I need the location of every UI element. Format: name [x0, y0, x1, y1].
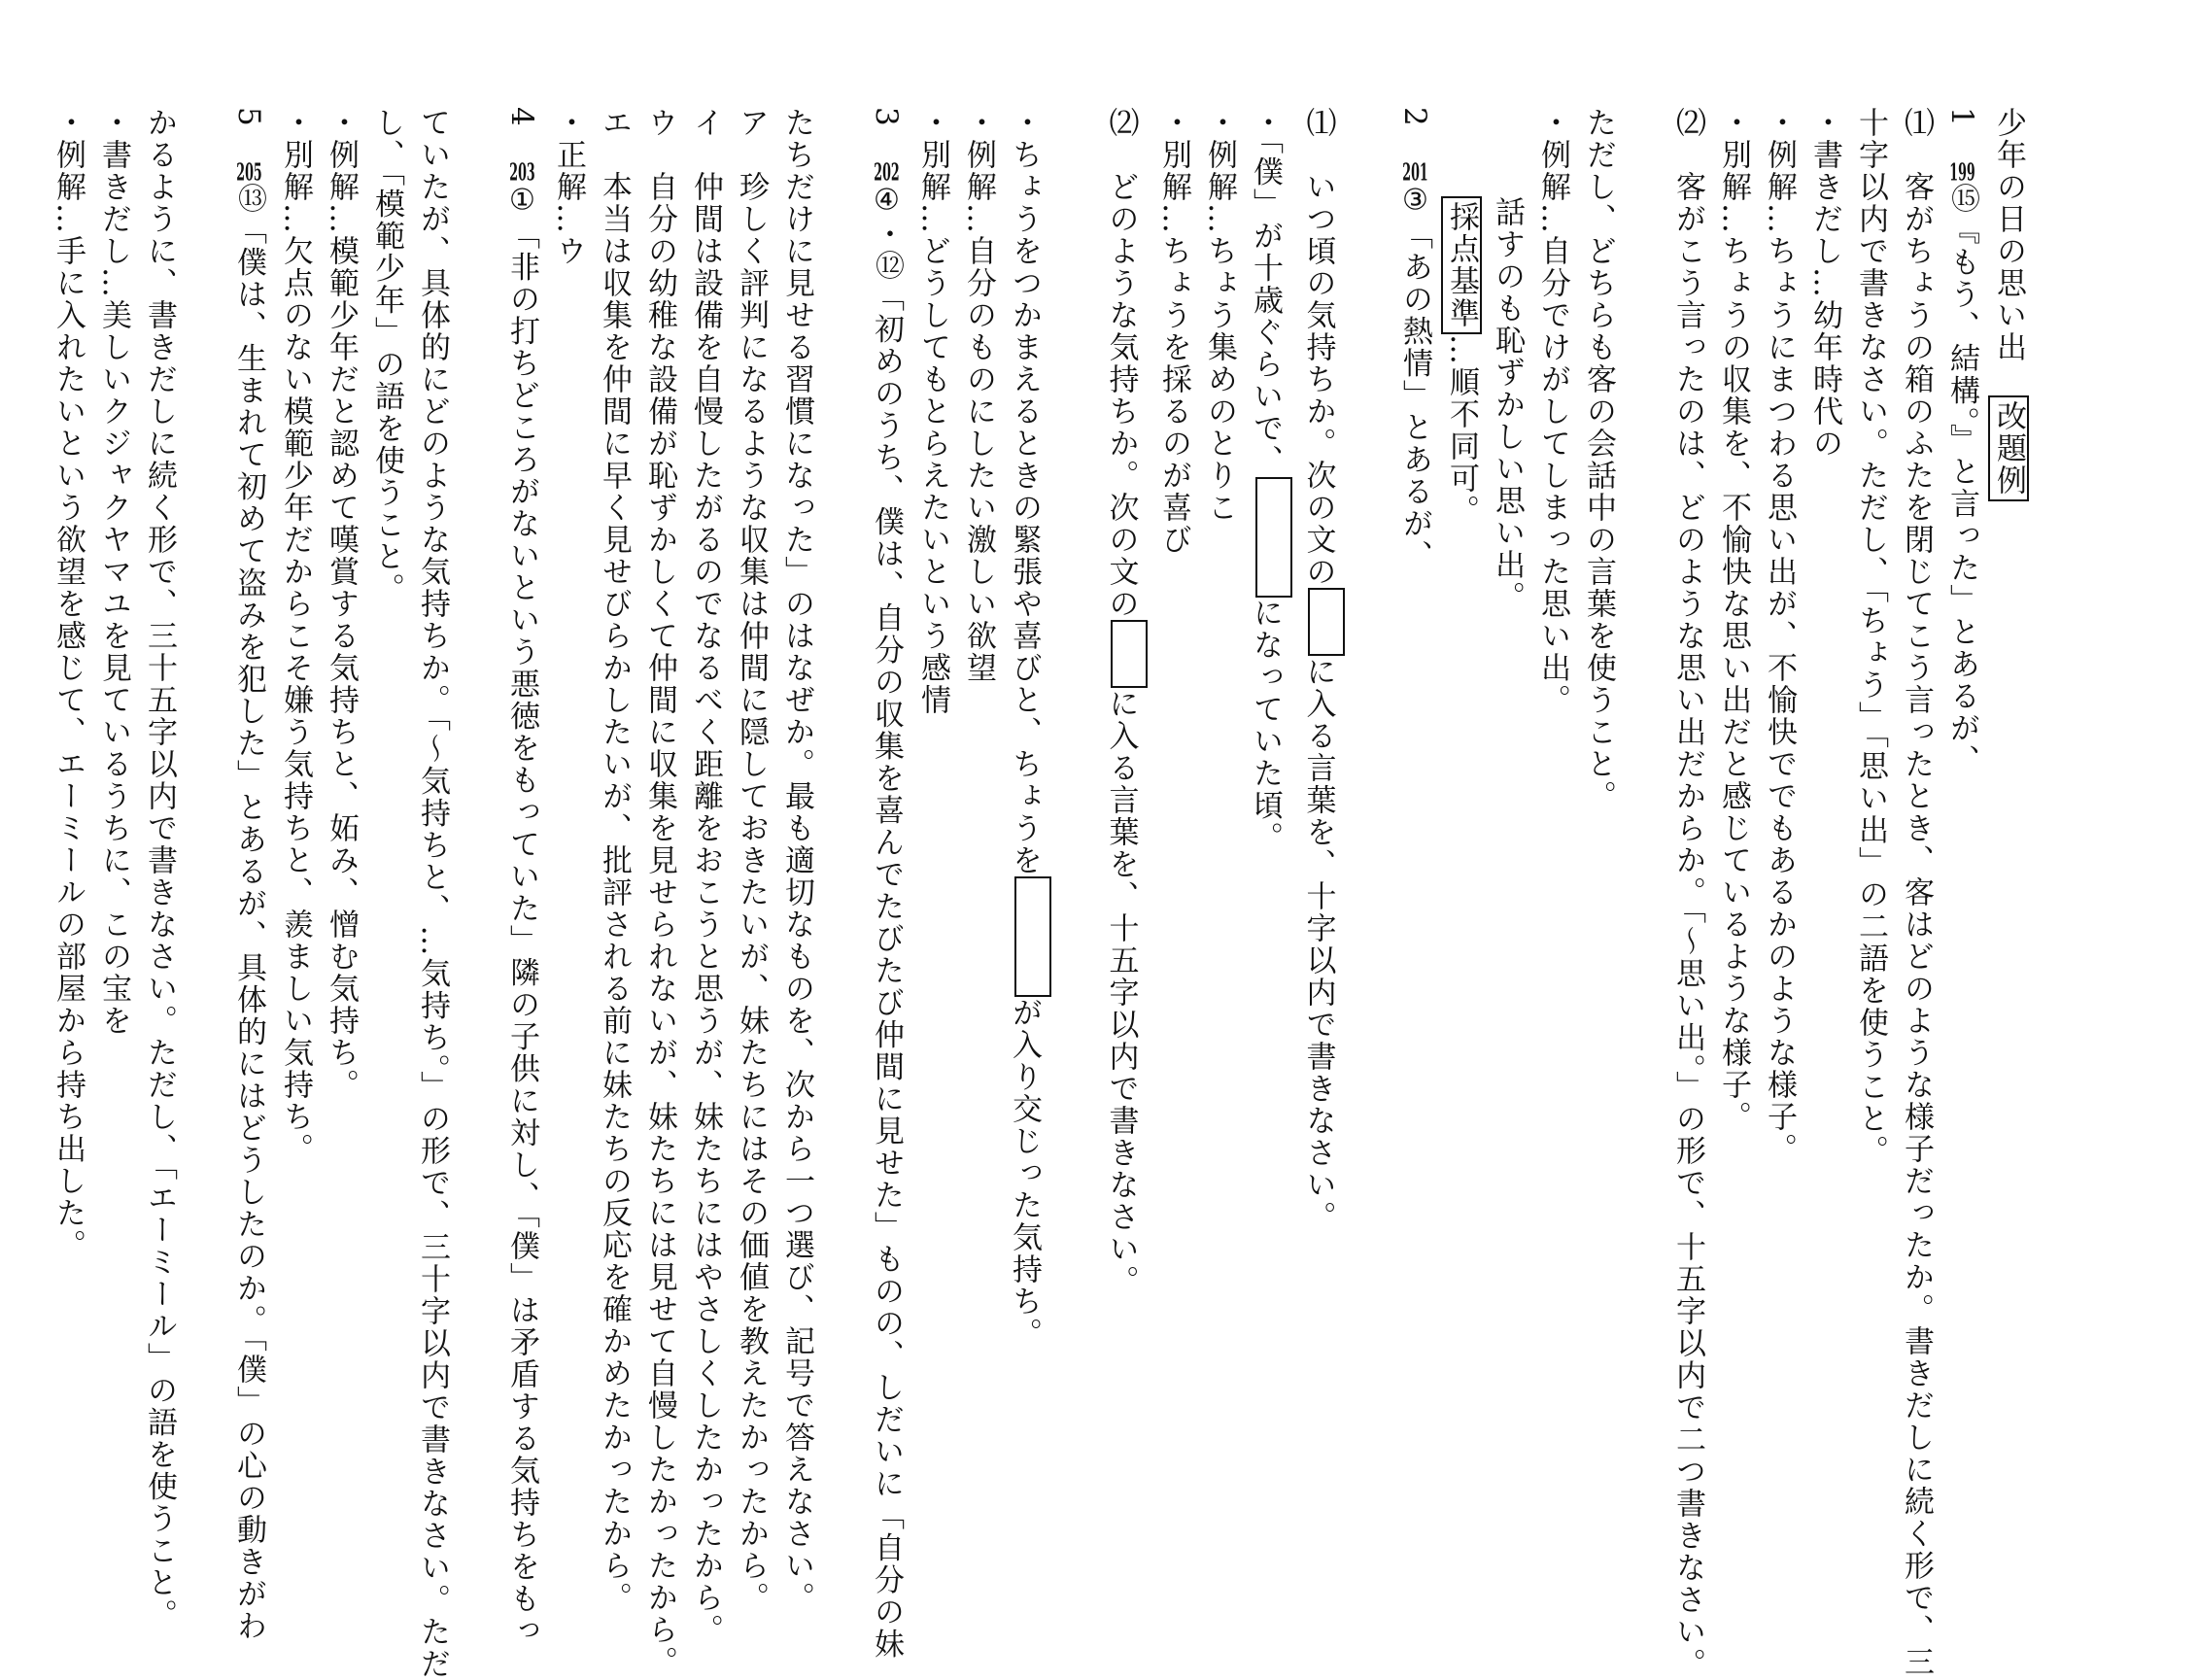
- q3-option-e: エ 本当は収集を仲間に早く見せびらかしたいが、批評される前に妹たちの反応を確かめたかったから。: [597, 107, 632, 1614]
- q3-page: 202: [874, 159, 900, 184]
- page-title: 少年の日の思い出: [1991, 107, 2026, 363]
- scoring-text: …順不同可。: [1444, 334, 1479, 527]
- q2-number: 2: [1397, 107, 1432, 128]
- q1-sub2-example-a: ・例解…自分でけがしてしまった思い出。: [1535, 107, 1570, 716]
- q1-number: 1: [1944, 107, 1979, 128]
- q1-header: [1939, 107, 1985, 1487]
- q1-bullet-alt: ・別解…ちょうの収集を、不愉快な思い出だと感じているような様子。: [1716, 107, 1751, 1133]
- q1-mark: ⑮: [1945, 183, 1979, 215]
- q1-sub1-text-b: 十字以内で書きなさい。ただし、「ちょう」「思い出」の二語を使うこと。: [1853, 107, 1888, 1167]
- q3-option-u: ウ 自分の幼稚な設備が恥ずかしくて仲間に収集を見せられないが、妹たちには見せて自慢したかったから。: [642, 107, 677, 1678]
- title-line: [1985, 107, 2031, 1487]
- q5-page: 205: [236, 159, 262, 184]
- q4-mark: ①: [505, 183, 539, 220]
- q2-sub1: [1295, 107, 1349, 1487]
- q4-example: ・例解…模範少年だと認めて嘆賞する気持ちと、妬み、憎む気持ち。: [324, 107, 359, 1101]
- q5-mark: ⑬: [232, 183, 266, 215]
- q1-sub2-text-a: 客がこう言ったのは、どのような思い出だからか。「〜思い出。」の形で、十五字以内で二つ書きなさい。: [1670, 171, 1705, 1680]
- q2-sub1-label: ⑴: [1300, 107, 1336, 139]
- answer-blank-box: [1308, 588, 1345, 656]
- q2-mark: ③: [1398, 183, 1432, 220]
- q1-page: 199: [1949, 159, 1975, 184]
- q1-bullet-example: ・例解…ちょうにまつわる思い出が、不愉快ででもあるかのような様子。: [1762, 107, 1797, 1165]
- q3-stem-a: 「初めのうち、僕は、自分の収集を喜んでたびたび仲間に見せた」ものの、しだいに「自分の妹: [869, 281, 904, 1661]
- q4-number: 4: [504, 107, 539, 128]
- q4-header: [498, 107, 545, 1648]
- answer-blank-box: [1255, 477, 1292, 598]
- q2-sub2-label: ⑵: [1103, 107, 1139, 139]
- q2-sub2: [1098, 107, 1151, 1487]
- q5-stem-a: 「僕は、生まれて初めて盗みを犯した」とあるが、具体的にはどうしたのか。「僕」の心の動きがわ: [231, 214, 266, 1643]
- q5-header: [225, 107, 272, 1643]
- q2-example: ・例解…ちょう集めのとりこ: [1202, 107, 1237, 524]
- q2-fill-line: [1242, 107, 1295, 1487]
- q1-sub1-text-a: 客がちょうの箱のふたを閉じてこう言ったとき、客はどのような様子だったか。書きだしに続く形で、三: [1899, 171, 1934, 1678]
- title-badge: 改題例: [1988, 395, 2029, 501]
- q2-header: [1391, 107, 1438, 1487]
- q5-example: ・例解…手に入れたいという欲望を感じて、エーミールの部屋から持ち出した。: [51, 107, 86, 1261]
- q1-stem: 『もう、結構。』と言った」とあるが、: [1944, 214, 1979, 777]
- q5-number: 5: [231, 107, 266, 128]
- q3-option-i: イ 仲間は設備を自慢したがるのでなるべく距離をおこうと思うが、妹たちにはやさしくしたかったから。: [688, 107, 723, 1646]
- q4-stem-b: ていたが、具体的にどのような気持ちか。「〜気持ちと、…気持ち。」の形で、三十字以内で書きなさい。ただ: [415, 107, 450, 1680]
- answer-blank-box: [1014, 876, 1051, 997]
- q4-alt: ・別解…欠点のない模範少年だからこそ嫌う気持ちと、羨ましい気持ち。: [278, 107, 313, 1165]
- q4-stem-a: 「非の打ちどころがないという悪徳をもっていた」隣の子供に対し、「僕」は矛盾する気持ちをもっ: [504, 219, 539, 1648]
- q4-stem-c: し、「模範少年」の語を使うこと。: [369, 107, 404, 605]
- answer-blank-box: [1111, 620, 1148, 688]
- q3-stem-b: たちだけに見せる習慣になった」のはなぜか。最も適切なものを、次から一つ選び、記号で答えなさい。: [779, 107, 814, 1614]
- q2-sub1-text-a: いつ頃の気持ちか。次の文の: [1300, 171, 1336, 588]
- q5-stem-b: かるように、書きだしに続く形で、三十五字以内で書きなさい。ただし、「エーミール」の語を使うこと。: [142, 107, 177, 1631]
- scoring-label: 採点基準: [1441, 196, 1482, 334]
- q3-number: 3: [869, 107, 904, 128]
- q2-page: 201: [1402, 159, 1428, 184]
- q2-alt-2: ・別解…どうしてもとらえたいという感情: [915, 107, 950, 716]
- q3-header: [863, 107, 910, 1661]
- q1-sub2-example-b: 話すのも恥ずかしい思い出。: [1490, 196, 1525, 613]
- q2-sub1-text-b: に入る言葉を、十字以内で書きなさい。: [1300, 656, 1336, 1233]
- q2-sub2-text-a: どのような気持ちか。次の文の: [1103, 171, 1139, 620]
- q3-option-a: ア 珍しく評判になるような収集は仲間に隠しておきたいが、妹たちにはその価値を教えたかったから。: [734, 107, 769, 1614]
- q2-sub2-text-b: に入る言葉を、十五字以内で書きなさい。: [1103, 688, 1139, 1297]
- q1-sub2: [1665, 107, 1710, 1680]
- answer-sheet: [51, 107, 2031, 1680]
- q1-sub2-label: ⑵: [1670, 107, 1705, 139]
- q5-start: ・書きだし…美しいクジャクヤマユを見ているうちに、この宝を: [96, 107, 131, 1037]
- q1-scoring: [1438, 107, 1484, 1487]
- q2-example-2: ・例解…自分のものにしたい激しい欲望: [961, 107, 996, 684]
- q1-sub2-text-b: ただし、どちらも客の会話中の言葉を使うこと。: [1581, 107, 1616, 812]
- q1-sub1-label: ⑴: [1899, 107, 1934, 139]
- q3-mark: ④・⑫: [870, 183, 904, 282]
- q1-bullet-start: ・書きだし…幼年時代の: [1807, 107, 1842, 460]
- q2-line-b: になっていた頃。: [1248, 597, 1283, 854]
- q2-alt: ・別解…ちょうを採るのが喜び: [1156, 107, 1191, 556]
- q2-line-a: ・「僕」が十歳ぐらいで、: [1248, 107, 1283, 477]
- q3-answer: ・正解…ウ: [551, 107, 586, 267]
- q4-page: 203: [509, 159, 535, 184]
- q2-line2-a: ・ちょうをつかまえるときの緊張や喜びと、ちょうを: [1007, 107, 1042, 876]
- q2-fill-line-2: [1001, 107, 1054, 1487]
- q2-line2-b: が入り交じった気持ち。: [1007, 997, 1042, 1350]
- q1-sub1: [1893, 107, 1939, 1678]
- q2-stem: 「あの熱情」とあるが、: [1397, 219, 1432, 572]
